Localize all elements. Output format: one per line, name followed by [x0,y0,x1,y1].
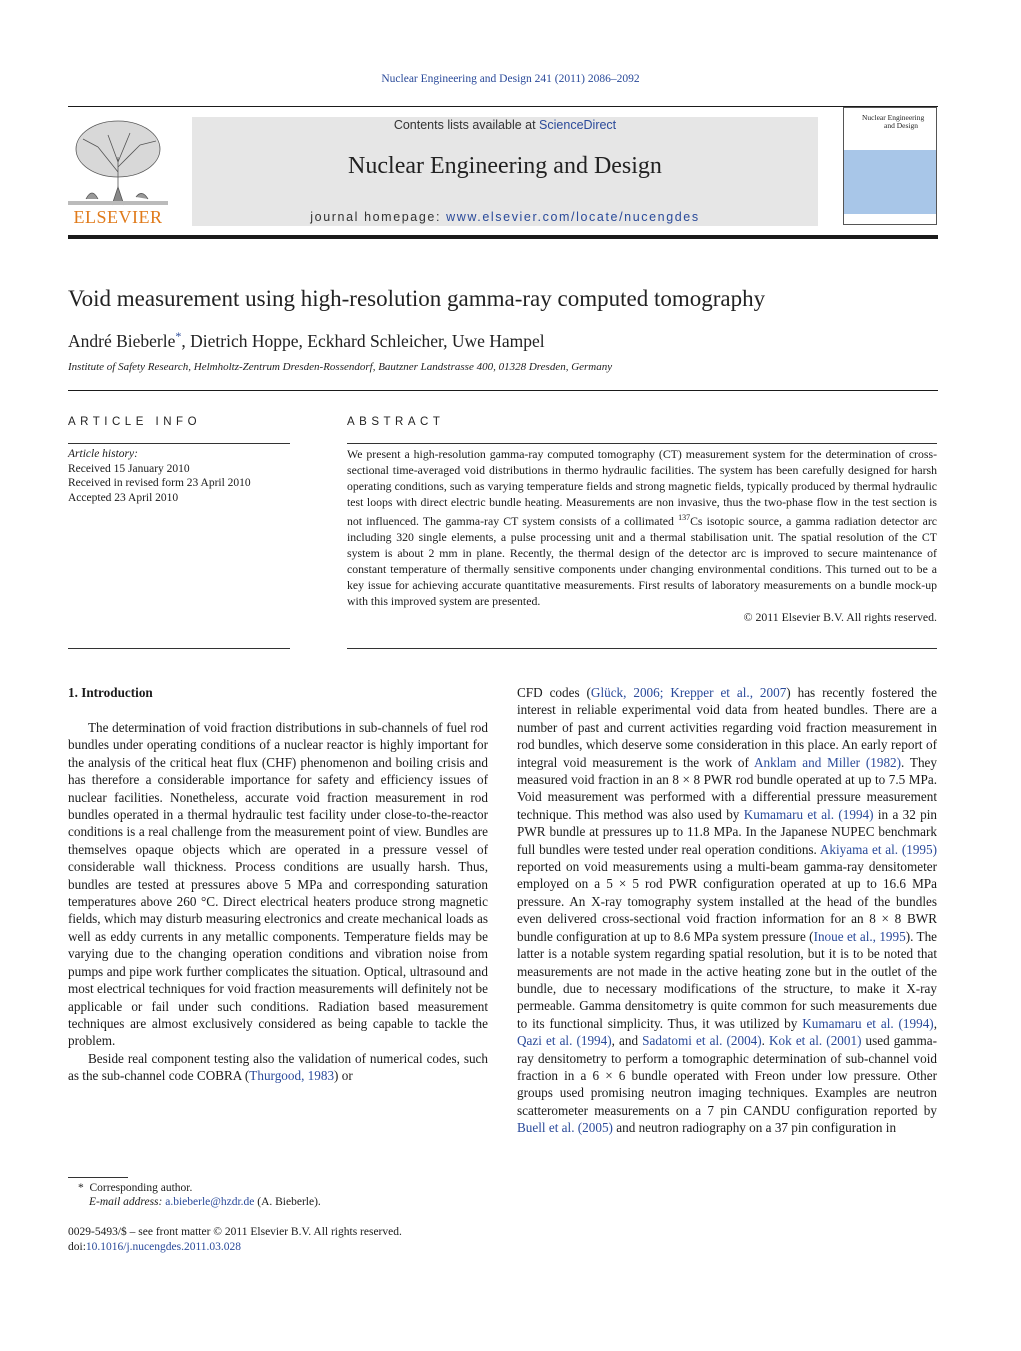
history-received: Received 15 January 2010 [68,462,190,475]
footnote-email [89,1196,321,1208]
right-text-c: . They measured void fraction in an 8 × 8 PWR rod bundle operated at up to 7.5 MPa. Void measurement was performed with a differential pressure measurement technique. This method was also used by [517,754,937,822]
citation-inoue[interactable]: Inoue et al., 1995 [813,928,906,944]
article-history [68,447,251,505]
right-column-text [517,684,937,1137]
citation-thurgood[interactable]: Thurgood, 1983 [249,1068,335,1084]
abstract-bottom-rule [347,648,937,649]
right-sep-1: , [933,1015,937,1031]
publisher-logo-text: ELSEVIER [73,207,163,227]
doi-line [68,1241,241,1253]
email-link[interactable]: a.bieberle@hzdr.de [165,1196,255,1208]
author-3: Eckhard Schleicher [307,330,444,351]
citation-anklam-miller[interactable]: Anklam and Miller (1982) [753,754,902,770]
right-text-g: used gamma-ray densitometry to perform a tomographic determination of sub-channel void fraction in a 6 × 6 bundle operated with Freon under low pressure. Other groups used promising neutron imaging techniques. Examples are neutron scatterometer measurements on a 7 pin CANDU configuration reported by [517,1033,938,1118]
homepage-link[interactable]: www.elsevier.com/locate/nucengdes [446,210,700,224]
footnote-rule [68,1177,128,1178]
left-column-text [68,719,488,1085]
citation-sadatomi[interactable]: Sadatomi et al. (2004) [642,1033,762,1049]
right-column-paragraph [517,684,937,1137]
abstract-part2: Cs isotopic source, a gamma radiation detector arc including 320 single elements, a pulse processing unit and a thermal stabilisation unit. The spatial resolution of the CT system is about 2 mm in plane. Recently, the thermal design of the detector arc is improved to secure maintenance of constant temperature of thermally sensitive components under changing environmental conditions. This turned out to be a key issue for achieving accurate quantitative measurements. First results of laboratory measurements on a bundle mock-up with this improved system are presented. [347,513,937,608]
citation-gluck-krepper[interactable]: Glück, 2006; Krepper et al., 2007 [590,685,787,700]
citation-kumamaru-2[interactable]: Kumamaru et al. (1994) [802,1015,934,1031]
cover-title-line2: and Design [884,121,918,130]
header-top-rule [68,106,938,107]
author-1: André Bieberle [68,330,176,351]
right-text-f: ). The latter is a notable system regarding spatial resolution, but it is to be noted that measurements are not made in the active heating zone but in the outlet of the bundle, due to necessary modifications of the structure, to make it X-ray permeable. Gamma densitometry is quite common for such measurements due to its functional simplicity. Thus, it was utilized by [517,928,938,1031]
citation-buell[interactable]: Buell et al. (2005) [517,1120,613,1136]
sciencedirect-link[interactable]: ScienceDirect [539,118,617,132]
intro-p2-text-a: Beside real component testing also the validation of numerical codes, such as the sub-channel code COBRA ( [68,1050,488,1084]
right-text-b: ) has recently fostered the interest in reliable experimental void data from heated bundles. There are a number of past and current activities regarding void fraction measurement in rod bundles, which deserve some consideration in this place. An early report of integral void measurement is the work of [517,685,937,770]
right-text-d: in a 32 pin PWR bundle at pressures up to 11.8 MPa. In the Japanese NUPEC benchmark full bundles were tested under real operation conditions. [517,806,937,857]
author-4: Uwe Hampel [451,330,545,351]
right-text-h: and neutron radiography on a 37 pin configuration in [612,1120,897,1136]
cover-title-line1: Nuclear Engineering [862,113,925,122]
footnote-mark: * [78,1182,84,1194]
right-sep-3: . [761,1033,770,1049]
article-title: Void measurement using high-resolution gamma-ray computed tomography [68,286,766,311]
email-label: E-mail address: [89,1196,166,1208]
history-accepted: Accepted 23 April 2010 [68,491,179,504]
header-bottom-rule [68,235,938,239]
abstract-text [347,446,937,625]
intro-paragraph-1: The determination of void fraction distributions in sub-channels of fuel rod bundles under operating conditions of a nuclear reactor is highly important for the analysis of the critical heat flux (CHF) phenomenon and boiling crisis and has therefore a considerable importance for safety and efficiency issues of nuclear facilities. Nonetheless, accurate void fraction measurement in rod bundles operated in a thermal hydraulic test facility under close-to-the-reactor conditions is a real challenge from the measurement point of view. Bundles are themselves opaque objects which are operated in a pressure vessel of considerable wall thickness. Process conditions are usually harsh. Thus, bundles are tested at pressures above 5 MPa and corresponding saturation temperatures above 260 °C. Direct electrical heaters produce strong magnetic fields, which may disturb measuring electronics and create mechanical loads as well as eddy currents in any metallic components. Temperature fields may be varying due to the changing operation conditions and vibration noise from pumps and pipe work further complicates the situation. Optical, ultrasound and most electrical techniques for void fraction measurements will definitely not be applicable or fail under such conditions. Radiation based measurement techniques are almost exclusively considered as being capable to tackle the problem. [68,720,488,1049]
homepage-prefix: journal homepage: [310,210,447,224]
abstract-rule [347,443,937,444]
citation-qazi[interactable]: Qazi et al. (1994) [517,1033,612,1049]
article-info-rule [68,443,290,444]
right-sep-2: , and [611,1033,643,1049]
journal-cover-thumbnail[interactable] [843,107,937,225]
issn-line: 0029-5493/$ – see front matter © 2011 Elsevier B.V. All rights reserved. [68,1226,402,1238]
article-info-bottom-rule [68,648,290,649]
homepage-line [192,210,818,224]
email-suffix: (A. Bieberle). [254,1196,321,1208]
doi-prefix: doi: [68,1241,86,1253]
cover-title [862,114,924,130]
author-2: Dietrich Hoppe [190,330,299,351]
abstract-heading: ABSTRACT [347,416,445,428]
right-text-e: reported on void measurements using a multi-beam gamma-ray densitometer employed on a 5 × 5 rod PWR configuration operated at up to 16.6 MPa pressure. An X-ray tomography system installed at the head of the bundles even delivered cross-sectional void fraction information for an 8 × 8 BWR bundle configuration at up to 8.6 MPa system pressure ( [517,859,937,944]
contents-prefix: Contents lists available at [393,118,540,132]
history-revised: Received in revised form 23 April 2010 [68,477,251,489]
doi-link[interactable]: 10.1016/j.nucengdes.2011.03.028 [85,1241,242,1253]
history-label: Article history: [68,448,138,460]
citation-kok[interactable]: Kok et al. (2001) [769,1033,862,1049]
abstract-copyright: © 2011 Elsevier B.V. All rights reserved. [743,609,937,624]
isotope-superscript: 137 [678,513,691,522]
author-list: André Bieberle*, Dietrich Hoppe, Eckhard Schleicher, Uwe Hampel [68,329,545,351]
title-rule [68,390,938,391]
intro-p2-text-b: ) or [334,1068,353,1084]
contents-line [192,118,818,132]
citation-akiyama[interactable]: Akiyama et al. (1995) [819,841,937,857]
abstract-part1: We present a high-resolution gamma-ray computed tomography (CT) measurement system for the determination of cross-sectional time-averaged void distributions in thermo hydraulic facilities. The system has been carefully designed for harsh operating conditions, such as varying temperature fields and strong magnetic fields, typically produced by thermal hydraulic test loops with direct electric bundle heating. Measurements are non invasive, thus the two-phase flow in the test section is not influenced. The gamma-ray CT system consists of a collimated [347,447,937,528]
citation-kumamaru-1[interactable]: Kumamaru et al. (1994) [743,806,874,822]
footnote-corresponding-text: Corresponding author. [89,1182,193,1194]
journal-name: Nuclear Engineering and Design [348,153,662,179]
cover-image [844,150,936,214]
section-heading-introduction: 1. Introduction [68,685,153,700]
affiliation: Institute of Safety Research, Helmholtz-Zentrum Dresden-Rossendorf, Bautzner Landstrasse 400, 01328 Dresden, Germany [68,361,613,373]
corresponding-author-mark[interactable]: * [175,329,182,343]
right-text-a: CFD codes ( [517,685,591,700]
footnote-corresponding [78,1182,192,1194]
article-info-heading: ARTICLE INFO [68,416,202,428]
intro-paragraph-2 [68,1050,488,1085]
journal-reference[interactable]: Nuclear Engineering and Design 241 (2011) 2086–2092 [381,73,640,85]
